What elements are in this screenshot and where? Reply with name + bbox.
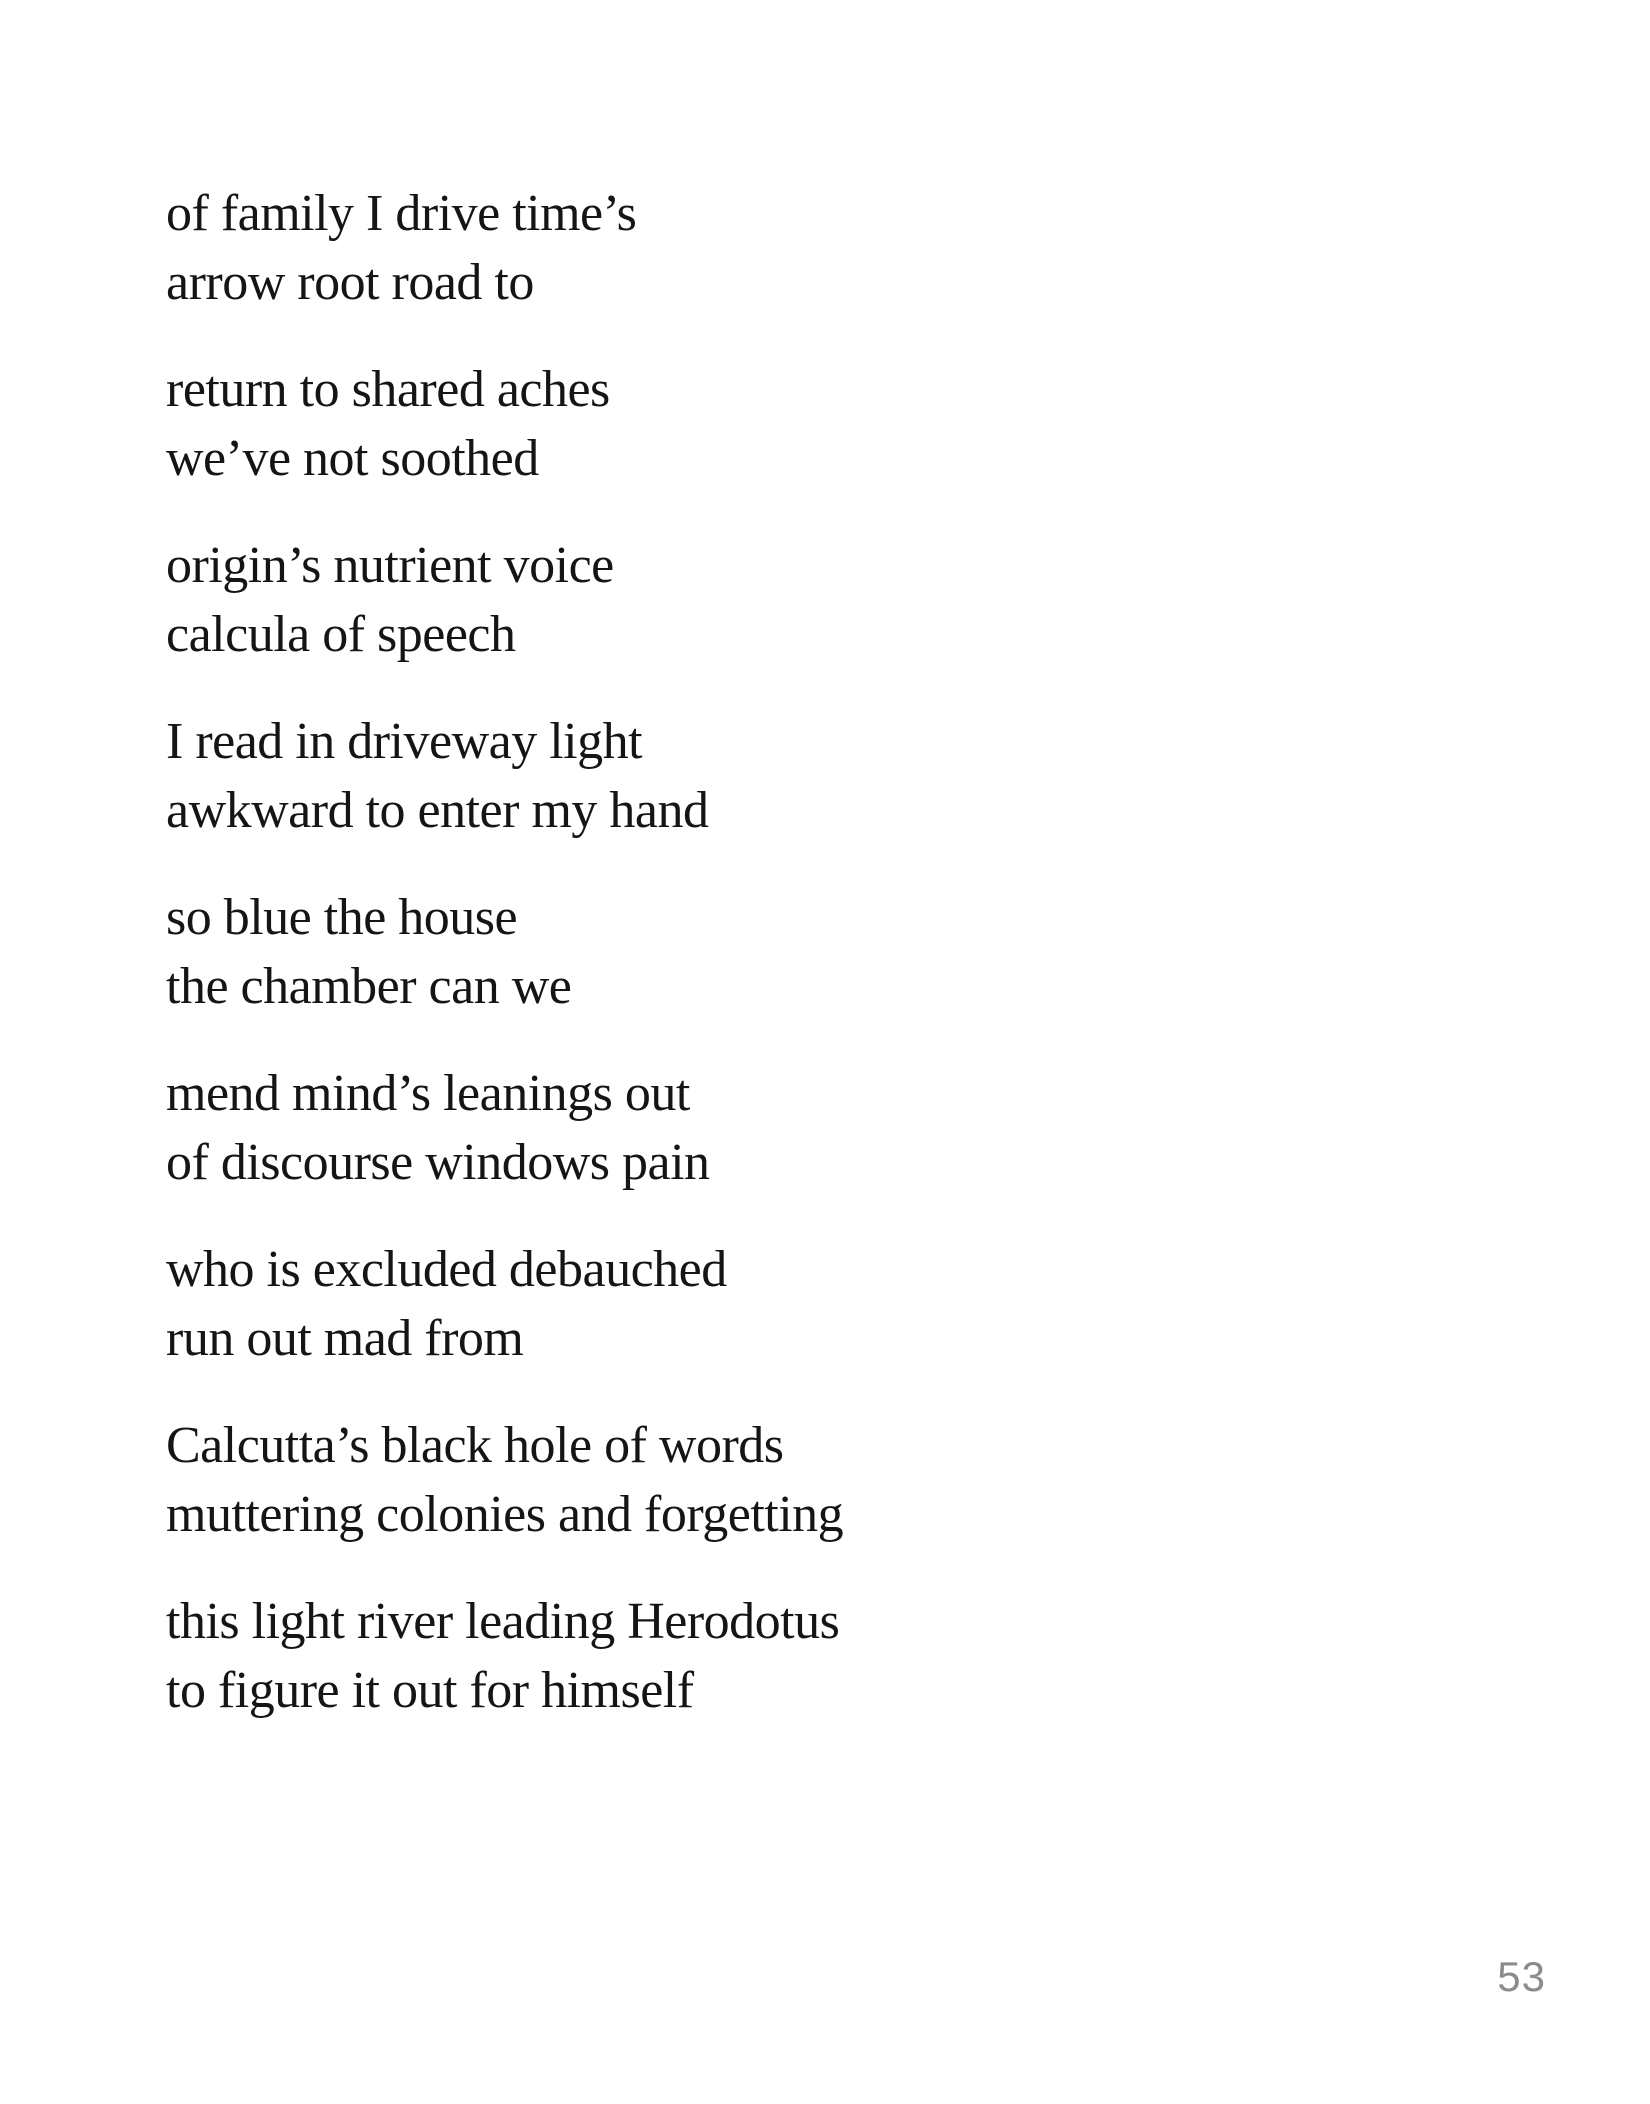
stanza xyxy=(166,531,1266,669)
poem-line: awkward to enter my hand xyxy=(166,782,709,839)
stanza xyxy=(166,707,1266,845)
poem-line: Calcutta’s black hole of words xyxy=(166,1417,784,1474)
poem-line: I read in driveway light xyxy=(166,713,643,770)
poem-line: return to shared aches xyxy=(166,361,610,418)
poem-line: this light river leading Herodotus xyxy=(166,1593,840,1650)
stanza xyxy=(166,1587,1266,1725)
poem-line: to figure it out for himself xyxy=(166,1662,694,1719)
stanza xyxy=(166,179,1266,317)
poem-line: origin’s nutrient voice xyxy=(166,537,614,594)
poem-line: we’ve not soothed xyxy=(166,430,539,487)
poem-line: calcula of speech xyxy=(166,606,516,663)
poem-line: of family I drive time’s xyxy=(166,185,637,242)
stanza xyxy=(166,1059,1266,1197)
poem-line: mend mind’s leanings out xyxy=(166,1065,690,1122)
stanza xyxy=(166,355,1266,493)
poem-line: of discourse windows pain xyxy=(166,1134,710,1191)
stanza xyxy=(166,883,1266,1021)
poem-line: muttering colonies and forgetting xyxy=(166,1486,844,1543)
poem-line: arrow root road to xyxy=(166,254,534,311)
poem-line: so blue the house xyxy=(166,889,518,946)
poem-line: the chamber can we xyxy=(166,958,572,1015)
stanza xyxy=(166,1235,1266,1373)
poem xyxy=(166,179,1266,1763)
poem-line: run out mad from xyxy=(166,1310,524,1367)
poem-line: who is excluded debauched xyxy=(166,1241,727,1298)
stanza xyxy=(166,1411,1266,1549)
page-number: 53 xyxy=(1497,1953,1546,2000)
